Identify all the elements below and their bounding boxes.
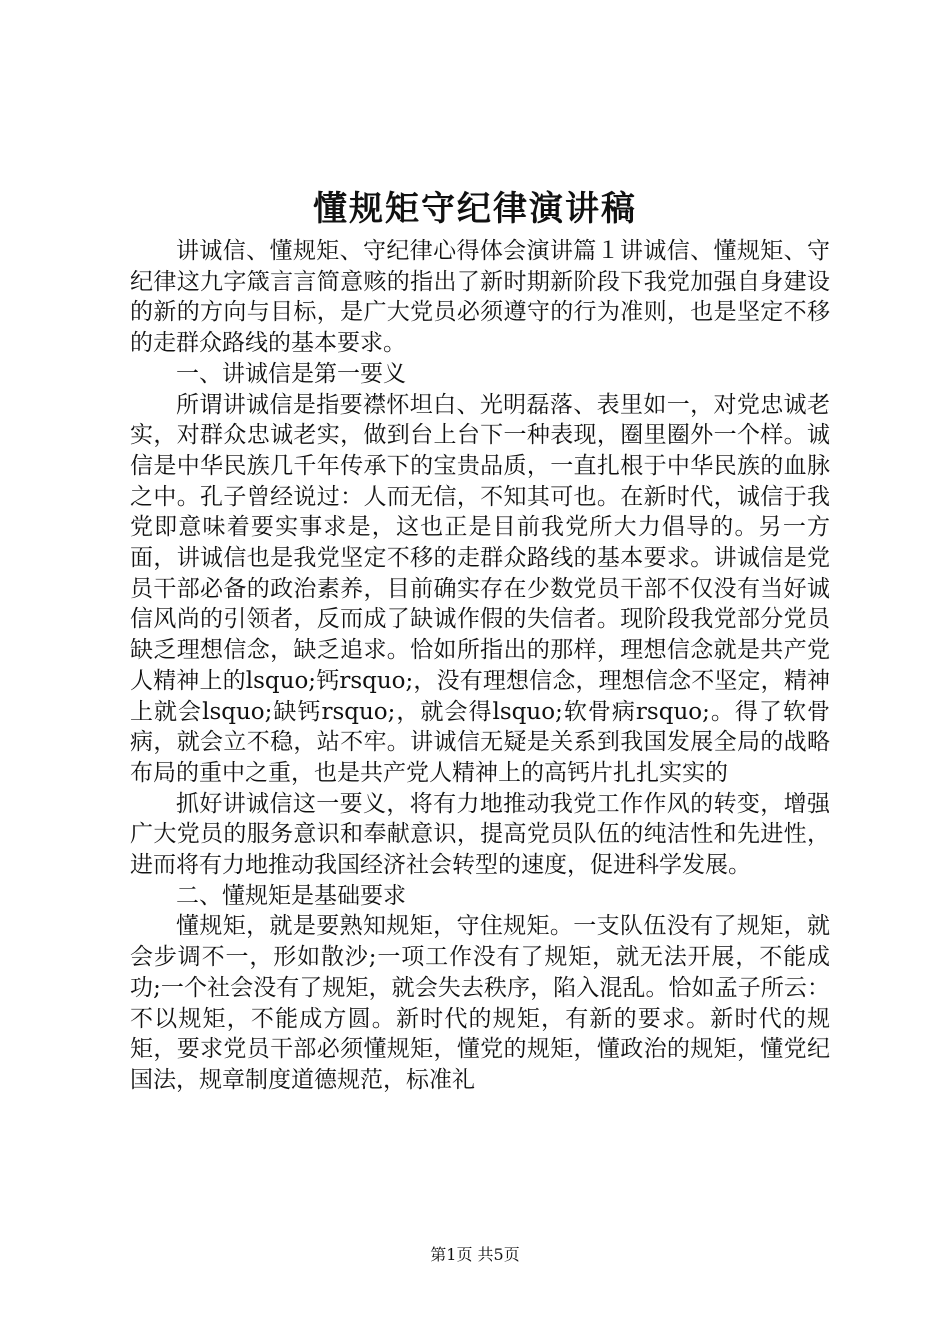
paragraph-integrity: 所谓讲诚信是指要襟怀坦白、光明磊落、表里如一，对党忠诚老实，对群众忠诚老实，做到台上台下一种表现，圈里圈外一个样。诚信是中华民族几千年传承下的宝贵品质，一直扎根于中华民族的血脉之中。孔子曾经说过：人而无信，不知其可也。在新时代，诚信于我党即意味着要实事求是，这也正是目前我党所大力倡导的。另一方面，讲诚信也是我党坚定不移的走群众路线的基本要求。讲诚信是党员干部必备的政治素养，目前确实存在少数党员干部不仅没有当好诚信风尚的引领者，反而成了缺诚作假的失信者。现阶段我党部分党员缺乏理想信念，缺乏追求。恰如所指出的那样，理想信念就是共产党人精神上的lsquo;钙rsquo;，没有理想信念，理想信念不坚定，精神上就会lsquo;缺钙rsquo;，就会得lsquo;软骨病rsquo;。得了软骨病，就会立不稳，站不牢。讲诚信无疑是关系到我国发展全局的战略布局的重中之重，也是共产党人精神上的高钙片扎扎实实的 — [130, 391, 830, 786]
paragraph-rules: 懂规矩，就是要熟知规矩，守住规矩。一支队伍没有了规矩，就会步调不一，形如散沙;一项工作没有了规矩，就无法开展，不能成功;一个社会没有了规矩，就会失去秩序，陷入混乱。恰如孟子所云：不以规矩，不能成方圆。新时代的规矩，有新的要求。新时代的规矩，要求党员干部必须懂规矩，懂党的规矩，懂政治的规矩，懂党纪国法，规章制度道德规范，标准礼 — [130, 913, 830, 1093]
paragraph-integrity-conclusion: 抓好讲诚信这一要义，将有力地推动我党工作作风的转变，增强广大党员的服务意识和奉献意识，提高党员队伍的纯洁性和先进性，进而将有力地推动我国经济社会转型的速度，促进科学发展。 — [130, 790, 830, 879]
page-number-footer: 第1页 共5页 — [430, 1245, 520, 1264]
section-heading-1: 一、讲诚信是第一要义 — [176, 360, 406, 387]
document-body — [130, 236, 830, 1096]
section-heading-2: 二、懂规矩是基础要求 — [176, 882, 406, 909]
page-title: 懂规矩守纪律演讲稿 — [313, 189, 637, 229]
paragraph-intro: 讲诚信、懂规矩、守纪律心得体会演讲篇１讲诚信、懂规矩、守纪律这九字箴言言简意赅的指出了新时期新阶段下我党加强自身建设的新的方向与目标，是广大党员必须遵守的行为准则，也是坚定不移的走群众路线的基本要求。 — [130, 238, 830, 357]
